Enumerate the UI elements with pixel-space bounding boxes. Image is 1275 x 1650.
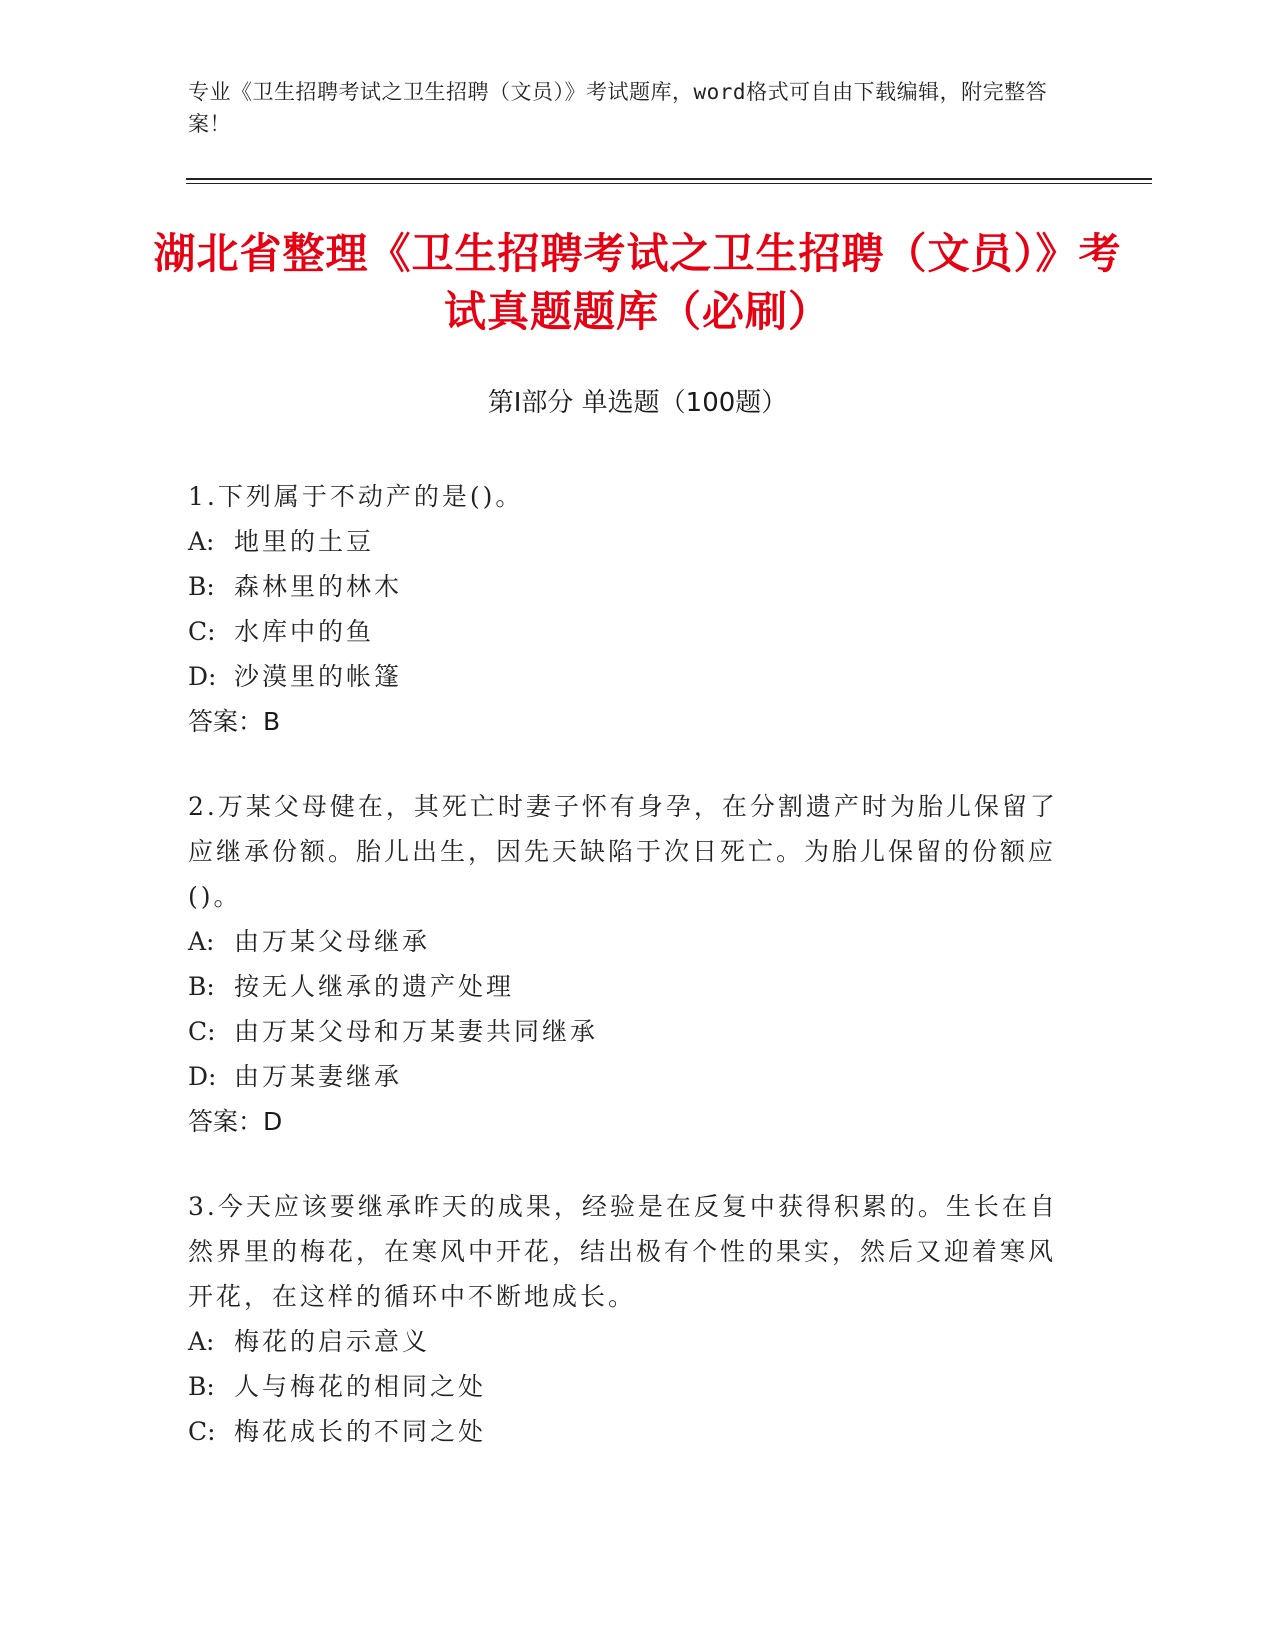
option-text: 按无人继承的遗产处理 bbox=[234, 972, 515, 1001]
header-note: 专业《卫生招聘考试之卫生招聘（文员）》考试题库，word格式可自由下载编辑，附完整答案！ bbox=[188, 80, 1048, 136]
option-text: 由万某妻继承 bbox=[234, 1062, 403, 1091]
section-title: 第Ⅰ部分 单选题（100题） bbox=[487, 388, 788, 418]
option-text: 地里的土豆 bbox=[234, 527, 375, 556]
option-a bbox=[188, 919, 1068, 964]
option-text: 沙漠里的帐篷 bbox=[234, 662, 403, 691]
question-stem: 2.万某父母健在，其死亡时妻子怀有身孕，在分割遗产时为胎儿保留了应继承份额。胎儿出生，因先天缺陷于次日死亡。为胎儿保留的份额应()。 bbox=[188, 792, 1058, 911]
answer-label: 答案：B bbox=[188, 707, 281, 736]
option-c bbox=[188, 1409, 1068, 1454]
option-c bbox=[188, 609, 1068, 654]
question-stem: 1.下列属于不动产的是()。 bbox=[188, 482, 524, 511]
option-key: C: bbox=[188, 617, 216, 646]
document-title: 湖北省整理《卫生招聘考试之卫生招聘（文员）》考试真题题库（必刷） bbox=[153, 229, 1122, 336]
option-text: 梅花的启示意义 bbox=[234, 1327, 431, 1356]
option-a bbox=[188, 519, 1068, 564]
option-b bbox=[188, 1364, 1068, 1409]
option-c bbox=[188, 1009, 1068, 1054]
header-divider-thick bbox=[186, 178, 1152, 180]
option-key: C: bbox=[188, 1417, 216, 1446]
question-2 bbox=[188, 784, 1068, 1144]
option-key: A: bbox=[188, 527, 215, 556]
option-key: B: bbox=[188, 972, 215, 1001]
option-d bbox=[188, 1054, 1068, 1099]
option-text: 森林里的林木 bbox=[234, 572, 403, 601]
option-b bbox=[188, 964, 1068, 1009]
option-key: B: bbox=[188, 1372, 215, 1401]
answer-label: 答案：D bbox=[188, 1107, 283, 1136]
header-divider-thin bbox=[186, 183, 1152, 184]
option-key: A: bbox=[188, 927, 215, 956]
option-key: D: bbox=[188, 1062, 217, 1091]
option-key: A: bbox=[188, 1327, 215, 1356]
question-1 bbox=[188, 474, 1068, 744]
option-text: 梅花成长的不同之处 bbox=[234, 1417, 487, 1446]
option-a bbox=[188, 1319, 1068, 1364]
question-3 bbox=[188, 1184, 1068, 1454]
option-text: 人与梅花的相同之处 bbox=[234, 1372, 487, 1401]
question-stem: 3.今天应该要继承昨天的成果，经验是在反复中获得积累的。生长在自然界里的梅花，在寒风中开花，结出极有个性的果实，然后又迎着寒风开花，在这样的循环中不断地成长。 bbox=[188, 1192, 1058, 1311]
option-key: B: bbox=[188, 572, 215, 601]
question-list bbox=[188, 474, 1068, 1494]
option-b bbox=[188, 564, 1068, 609]
option-key: D: bbox=[188, 662, 217, 691]
option-d bbox=[188, 654, 1068, 699]
option-key: C: bbox=[188, 1017, 216, 1046]
option-text: 由万某父母和万某妻共同继承 bbox=[234, 1017, 599, 1046]
option-text: 水库中的鱼 bbox=[234, 617, 375, 646]
option-text: 由万某父母继承 bbox=[234, 927, 431, 956]
